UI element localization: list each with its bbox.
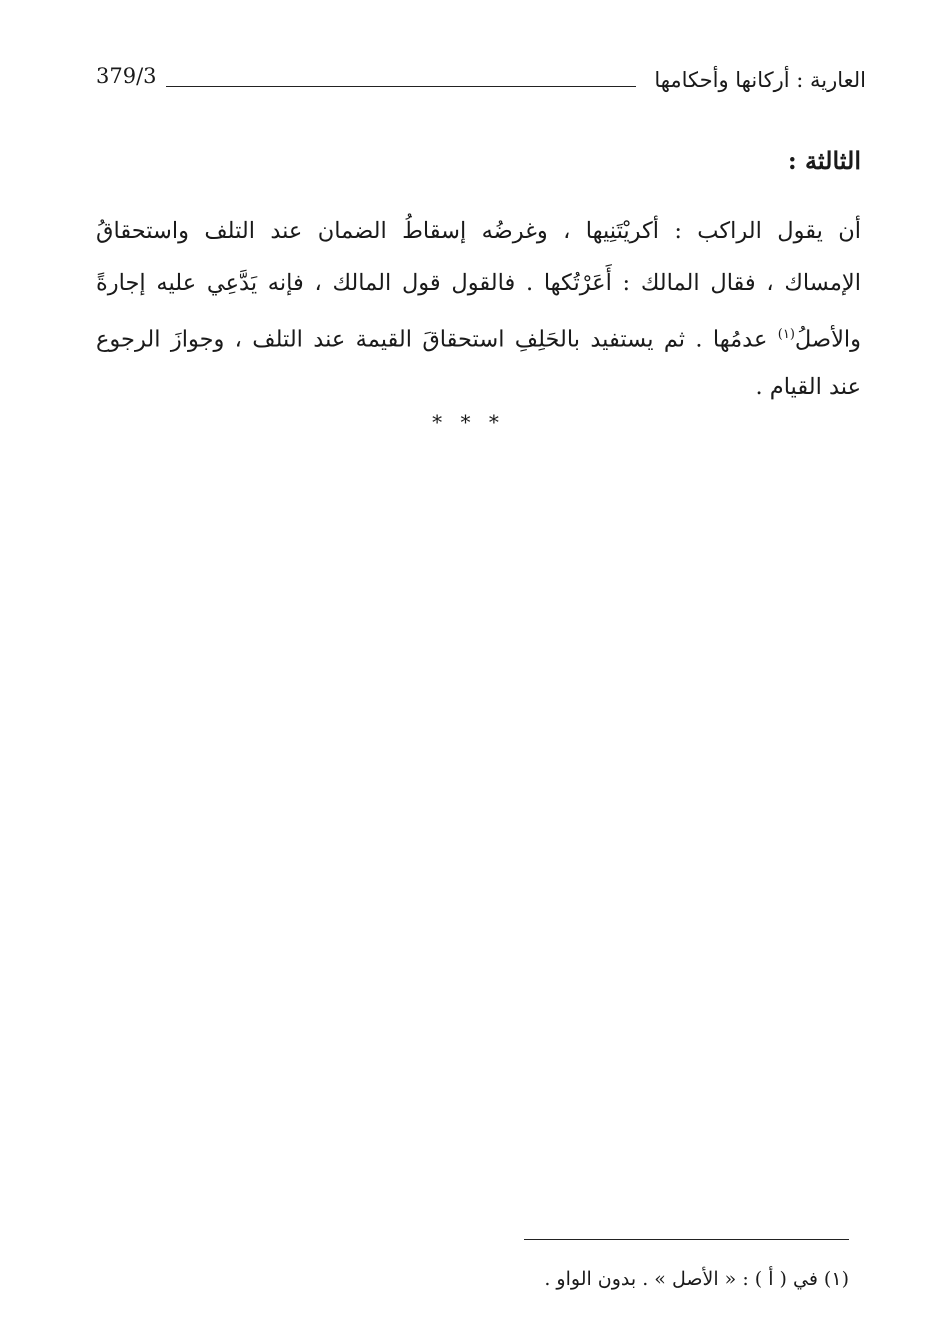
paragraph-line-3 — [96, 309, 861, 361]
section-separator: * * * — [432, 410, 505, 434]
page-header — [96, 64, 866, 104]
header-rule — [166, 86, 636, 87]
paragraph-line-1: أن يقول الراكب : أكريْتَنِيها ، وغرضُه إسقاطُ الضمان عند التلف واستحقاقُ — [96, 218, 861, 244]
paragraph-line-3-start: والأصلُ — [794, 326, 862, 353]
section-heading: الثالثة : — [787, 146, 861, 175]
paragraph-line-2: الإمساك ، فقال المالك : أَعَرْتُكها . فالقول قول المالك ، فإنه يَدَّعِي عليه إجارةً — [96, 270, 861, 296]
footnote-rule — [524, 1239, 849, 1240]
footnote-reference: (١) — [777, 327, 795, 342]
running-title: العارية : أركانها وأحكامها — [654, 68, 866, 92]
main-paragraph — [96, 205, 861, 413]
paragraph-line-4: عند القيام . — [755, 374, 861, 400]
page-number: 379/3 — [96, 64, 157, 88]
footnote-1: (١) في ( أ ) : « الأصل » . بدون الواو . — [544, 1268, 849, 1290]
paragraph-line-3-end: عدمُها . ثم يستفيد بالحَلِفِ استحقاقَ القيمة عند التلف ، وجوازَ الرجوع — [96, 326, 768, 353]
